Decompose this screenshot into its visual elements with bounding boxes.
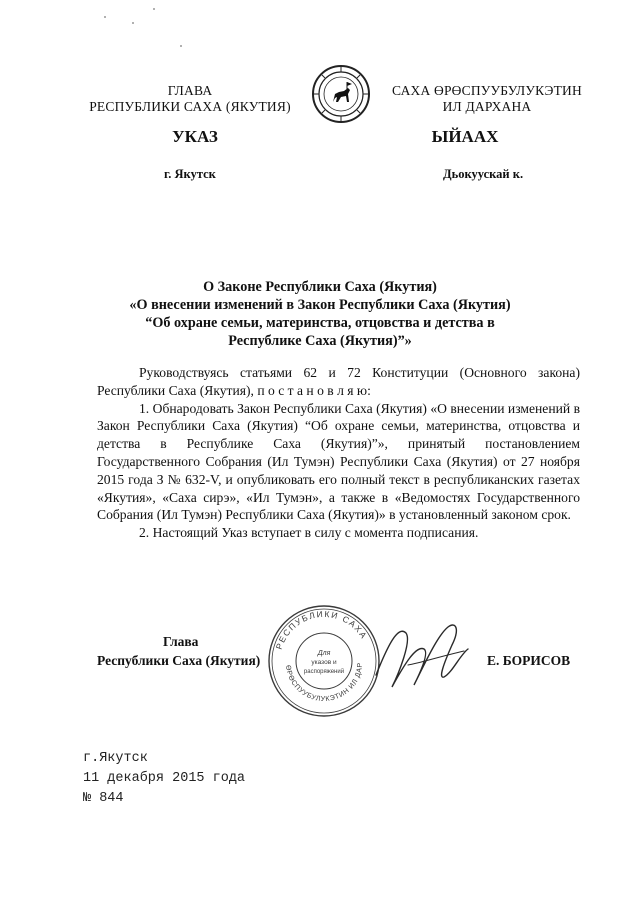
issuer-sakha-line2: ИЛ ДАРХАНА xyxy=(442,99,532,114)
issuer-ru xyxy=(75,83,305,115)
scan-speck xyxy=(132,22,134,24)
stamp-ring-bottom-text: ӨРӨСПУУБУЛУКЭТИН ИЛ ДАР xyxy=(283,662,365,704)
issuer-ru-line2: РЕСПУБЛИКИ САХА (ЯКУТИЯ) xyxy=(89,99,291,114)
decree-title-line1: О Законе Республики Саха (Якутия) xyxy=(203,279,437,295)
footer-city: г.Якутск xyxy=(83,751,148,766)
official-stamp xyxy=(266,603,382,719)
decree-title-line3: “Об охране семьи, материнства, отцовства и детства в xyxy=(145,315,495,331)
footer-block xyxy=(83,749,245,809)
signatory-title-line1: Глава xyxy=(163,634,199,649)
signatory-title-line2: Республики Саха (Якутия) xyxy=(97,653,261,668)
signatory-name: Е. БОРИСОВ xyxy=(487,653,571,668)
issuer-sakha-line1: САХА ӨРӨСПУУБУЛУКЭТИН xyxy=(392,83,582,98)
doc-type-ru: УКАЗ xyxy=(172,127,218,146)
issuer-sakha xyxy=(378,83,596,115)
footer-number: № 844 xyxy=(83,791,124,806)
scan-speck xyxy=(104,16,106,18)
item-1-paragraph: 1. Обнародовать Закон Республики Саха (Якутия) «О внесении изменений в Закон Республики Саха (Якутия) “Об охране семьи, материнства, отцовства и детства в Республике Саха (Якутия)”», принятый постановлением Государственного Собрания (Ил Тумэн) Республики Саха (Якутия) от 27 ноября 2015 года З № 632-V, и опубликовать его полный текст в республиканских газетах «Якутия», «Саха сирэ», «Ил Тумэн», а также в «Ведомостях Государственного Собрания (Ил Тумэн) Республики Саха (Якутия)» в установленный законом срок. xyxy=(97,400,580,523)
city-ru: г. Якутск xyxy=(164,167,216,181)
coat-of-arms-emblem xyxy=(311,64,371,124)
footer-date: 11 декабря 2015 года xyxy=(83,771,246,786)
doc-type-sakha: ЫЙААХ xyxy=(431,127,499,146)
decree-title xyxy=(0,278,640,350)
issuer-ru-line1: ГЛАВА xyxy=(167,83,213,98)
stamp-center-line3: распоряжений xyxy=(303,669,345,675)
decree-title-line2: «О внесении изменений в Закон Республики Саха (Якутия) xyxy=(129,297,511,313)
decree-body xyxy=(97,364,580,542)
scan-speck xyxy=(153,8,155,10)
scan-speck xyxy=(180,45,182,47)
item-2-paragraph: 2. Настоящий Указ вступает в силу с момента подписания. xyxy=(139,525,479,541)
decree-title-line4: Республике Саха (Якутия)”» xyxy=(228,333,412,349)
stamp-ring-top-text: РЕСПУБЛИКИ САХА xyxy=(273,608,370,651)
handwritten-signature xyxy=(368,605,478,705)
stamp-center-line1: Для xyxy=(317,650,331,657)
preamble-paragraph: Руководствуясь статьями 62 и 72 Конституции (Основного закона) Республики Саха (Якутия), п о с т а н о в л я ю: xyxy=(97,365,580,398)
city-sakha: Дьокуускай к. xyxy=(443,167,524,181)
stamp-center-line2: указов и xyxy=(311,659,337,666)
